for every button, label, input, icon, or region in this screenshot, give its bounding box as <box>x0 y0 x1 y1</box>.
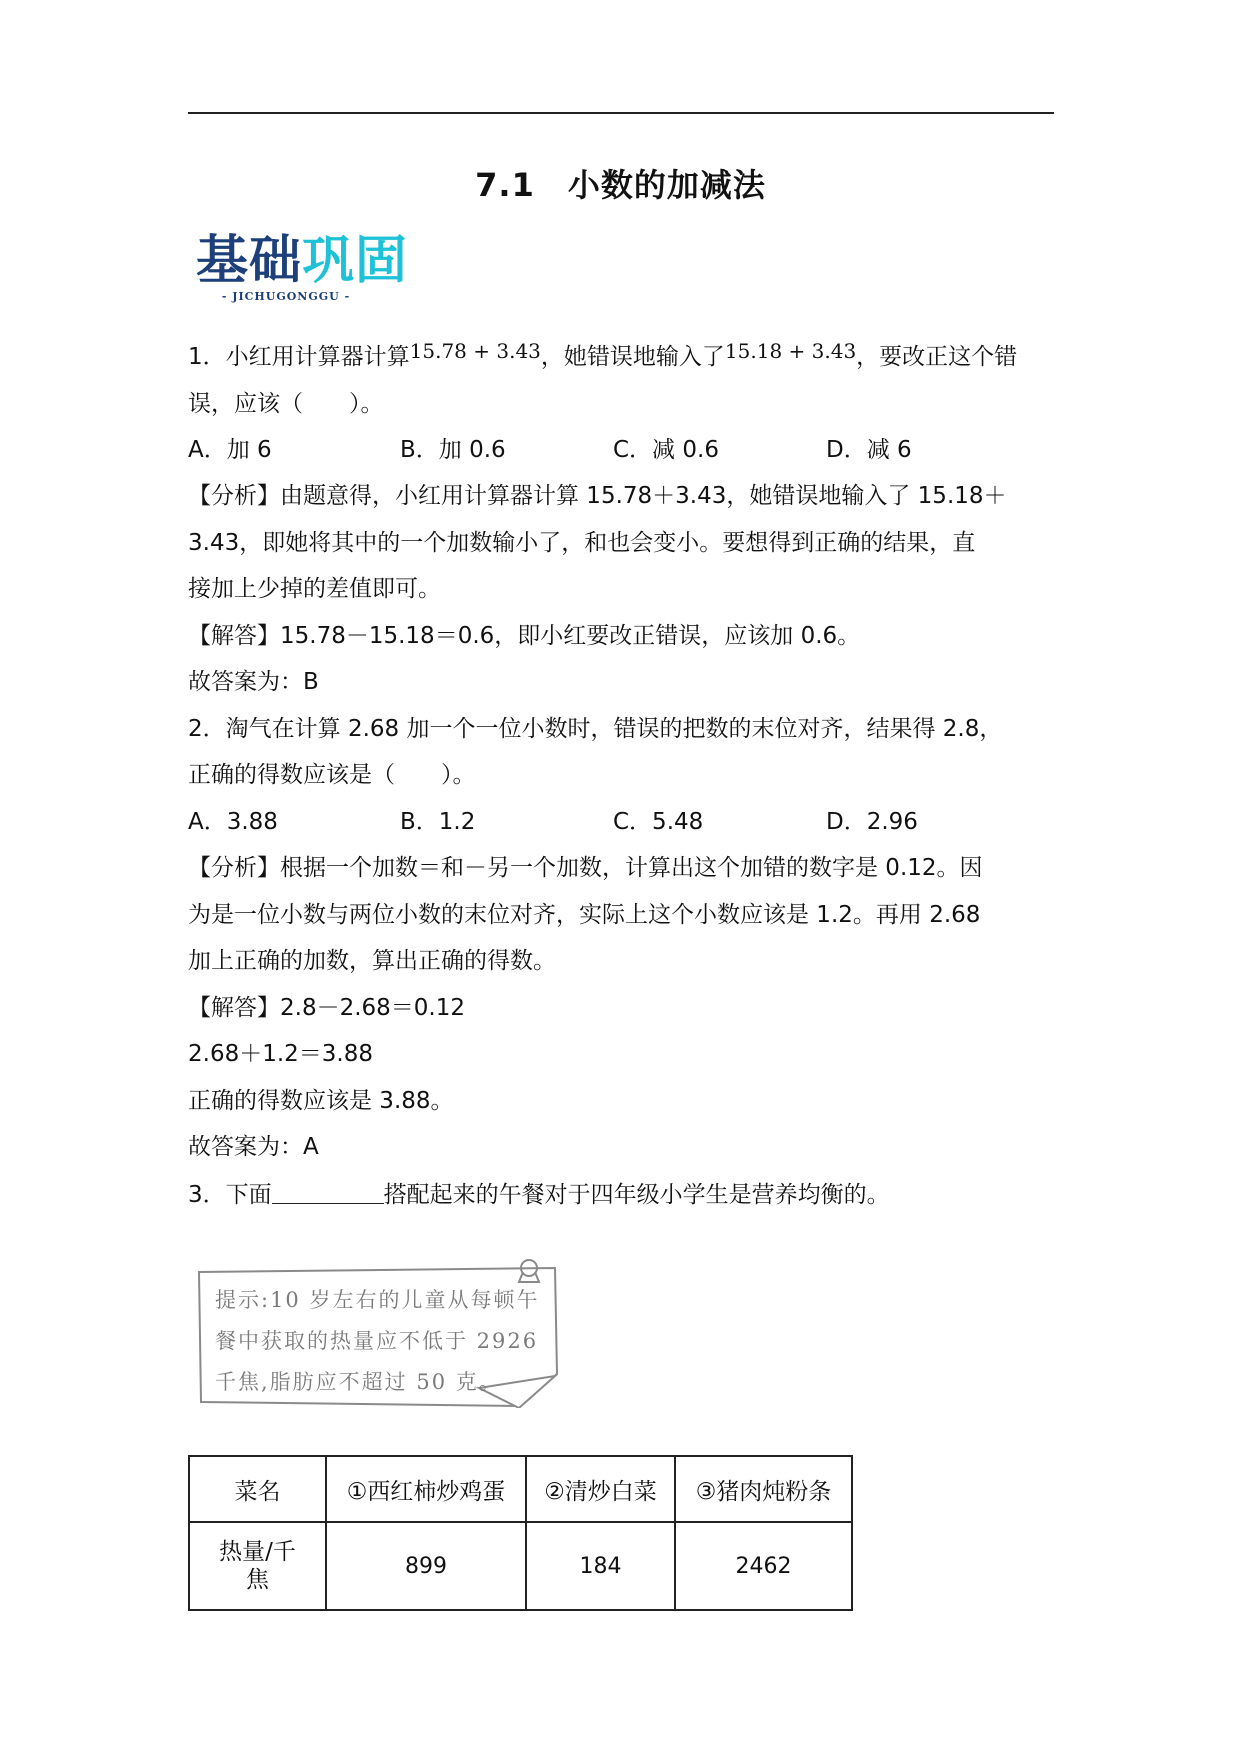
q1-option-b: B．加 0.6 <box>400 437 506 463</box>
q1-option-a: A．加 6 <box>188 437 272 463</box>
table-header-row <box>189 1456 852 1522</box>
q1-analysis-1: 【分析】由题意得，小红用计算器计算 15.78＋3.43，她错误地输入了 15.18＋ <box>188 483 1007 509</box>
q1-stem-line2: 误，应该（ ）。 <box>188 391 384 417</box>
q1-options <box>188 435 1054 465</box>
dish-calorie-table <box>188 1455 853 1611</box>
q1-math-correct: 15.78 + 3.43 <box>409 339 541 363</box>
note-line-3: 千焦,脂肪应不超过 50 克。 <box>215 1370 502 1394</box>
q2-option-c: C．5.48 <box>613 809 704 835</box>
q1-answer: 故答案为：B <box>188 669 319 695</box>
q1-stem: 1．小红用计算器计算15.78 + 3.43，她错误地输入了15.18 + 3.43，要改正这个错 <box>188 339 1018 370</box>
q2-option-a: A．3.88 <box>188 809 278 835</box>
note-line-2: 餐中获取的热量应不低于 2926 <box>215 1329 539 1353</box>
q2-options <box>188 807 1054 837</box>
header-rule <box>188 112 1054 114</box>
cell-value-2: 184 <box>526 1522 675 1610</box>
q2-solution-2: 2.68＋1.2＝3.88 <box>188 1041 373 1067</box>
q2-stem-1: 2．淘气在计算 2.68 加一个一位小数时，错误的把数的末位对齐，结果得 2.8， <box>188 716 1003 742</box>
q1-option-d: D．减 6 <box>826 437 912 463</box>
q2-stem-2: 正确的得数应该是（ ）。 <box>188 762 476 788</box>
header-cell-dish-2: ②清炒白菜 <box>526 1456 675 1522</box>
row-label-calories: 热量/千 焦 <box>189 1522 326 1610</box>
header-cell-dish-3: ③猪肉炖粉条 <box>675 1456 852 1522</box>
q1-option-c: C．减 0.6 <box>613 437 719 463</box>
q3-stem: 3．下面 搭配起来的午餐对于四年级小学生是营养均衡的。 <box>188 1179 890 1210</box>
table-row <box>189 1522 852 1610</box>
q3-answer-blank <box>272 1179 384 1204</box>
q2-option-b: B．1.2 <box>400 809 476 835</box>
q2-solution-1: 【解答】2.8－2.68＝0.12 <box>188 995 465 1021</box>
hint-note-card <box>197 1258 559 1408</box>
q1-solution: 【解答】15.78－15.18＝0.6，即小红要改正错误，应该加 0.6。 <box>188 623 861 649</box>
q1-analysis-3: 接加上少掉的差值即可。 <box>188 576 441 602</box>
q2-analysis-1: 【分析】根据一个加数＝和－另一个加数，计算出这个加错的数字是 0.12。因 <box>188 855 983 881</box>
cell-value-1: 899 <box>326 1522 526 1610</box>
q2-analysis-3: 加上正确的加数，算出正确的得数。 <box>188 948 556 974</box>
section-logo <box>196 232 411 307</box>
q2-solution-3: 正确的得数应该是 3.88。 <box>188 1088 454 1114</box>
q2-answer: 故答案为：A <box>188 1134 319 1160</box>
q2-option-d: D．2.96 <box>826 809 918 835</box>
q1-analysis-2: 3.43，即她将其中的一个加数输小了，和也会变小。要想得到正确的结果，直 <box>188 530 976 556</box>
logo-subtitle: - JICHUGONGGU - <box>221 290 351 303</box>
note-line-1: 提示:10 岁左右的儿童从每顿午 <box>215 1288 540 1312</box>
header-cell-dish-1: ①西红柿炒鸡蛋 <box>326 1456 526 1522</box>
logo-main-dark: 基础 <box>196 231 303 291</box>
page-title: 7.1 小数的加减法 <box>475 166 766 204</box>
cell-value-3: 2462 <box>675 1522 852 1610</box>
q1-math-wrong: 15.18 + 3.43 <box>724 339 857 363</box>
logo-main-light: 巩固 <box>302 231 409 291</box>
header-cell-dish: 菜名 <box>189 1456 326 1522</box>
q2-analysis-2: 为是一位小数与两位小数的末位对齐，实际上这个小数应该是 1.2。再用 2.68 <box>188 902 981 928</box>
